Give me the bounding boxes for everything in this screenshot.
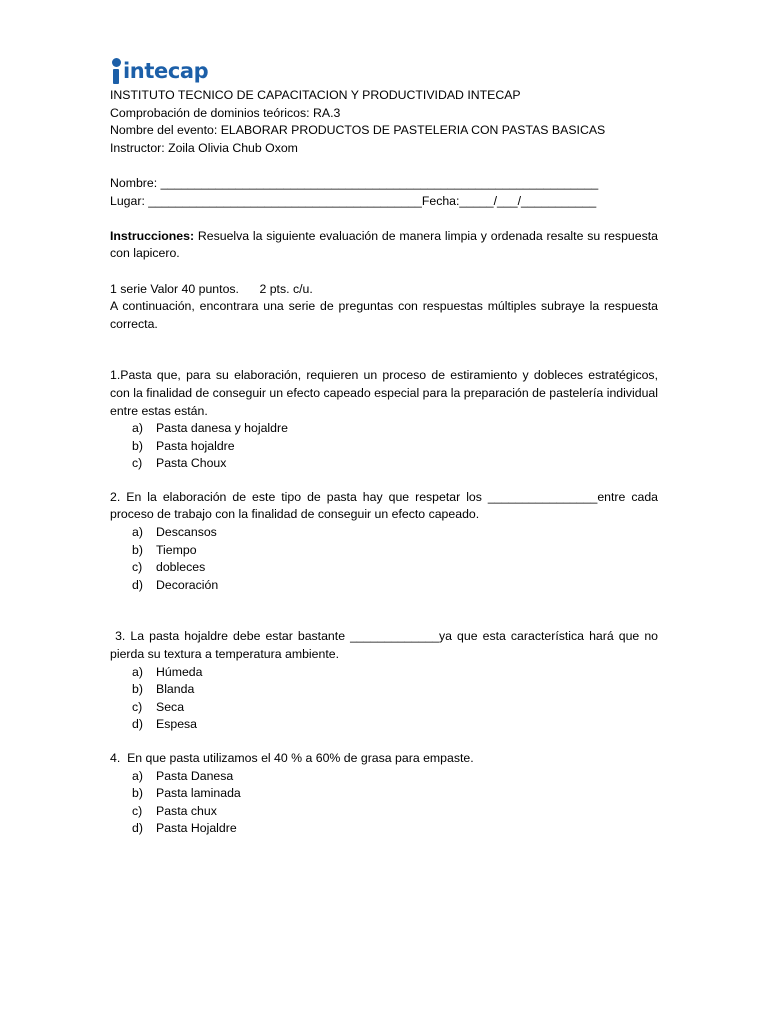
option-text: Pasta Danesa xyxy=(156,768,234,783)
question-text: 2. En la elaboración de este tipo de pasta hay que respetar los ________________entre cada proceso de trabajo con la finalidad de conseguir un efecto capeado. xyxy=(110,489,658,522)
institute-name: INSTITUTO TECNICO DE CAPACITACION Y PRODUCTIVIDAD INTECAP xyxy=(110,88,521,102)
logo-text: intecap xyxy=(123,59,209,83)
option-text: Blanda xyxy=(156,682,195,697)
question-2 xyxy=(110,489,658,595)
option-letter: d) xyxy=(132,717,143,732)
options-list xyxy=(110,420,658,473)
option-a[interactable] xyxy=(110,664,658,682)
option-c[interactable] xyxy=(110,559,658,577)
option-b[interactable] xyxy=(110,785,658,803)
option-text: Pasta Hojaldre xyxy=(156,821,237,836)
option-b[interactable] xyxy=(110,542,658,560)
options-list xyxy=(110,768,658,838)
question-text: 1.Pasta que, para su elaboración, requieren un proceso de estiramiento y dobleces estratégicos, con la finalidad de conseguir un efecto capeado especial para la preparación de pastelería individual entre estas están. xyxy=(110,368,658,418)
option-text: Pasta laminada xyxy=(156,786,241,801)
option-letter: b) xyxy=(132,786,143,801)
option-c[interactable] xyxy=(110,803,658,821)
question-1 xyxy=(110,367,658,473)
option-text: dobleces xyxy=(156,560,206,575)
option-b[interactable] xyxy=(110,438,658,456)
option-text: Húmeda xyxy=(156,664,203,679)
series-block xyxy=(110,281,658,334)
option-letter: a) xyxy=(132,664,143,679)
option-letter: c) xyxy=(132,456,143,471)
option-a[interactable] xyxy=(110,420,658,438)
question-text: 4. En que pasta utilizamos el 40 % a 60% de grasa para empaste. xyxy=(110,751,474,765)
option-letter: c) xyxy=(132,803,143,818)
option-d[interactable] xyxy=(110,820,658,838)
option-letter: c) xyxy=(132,560,143,575)
option-text: Decoración xyxy=(156,577,219,592)
option-text: Descansos xyxy=(156,525,217,540)
instructions-label: Instrucciones: xyxy=(110,228,195,243)
series-description: A continuación, encontrara una serie de preguntas con respuestas múltiples subraye la respuesta correcta. xyxy=(110,299,658,331)
instructor-name: Instructor: Zoila Olivia Chub Oxom xyxy=(110,140,298,155)
instructions xyxy=(110,228,658,263)
option-a[interactable] xyxy=(110,524,658,542)
option-text: Seca xyxy=(156,699,185,714)
option-text: Pasta hojaldre xyxy=(156,438,235,453)
option-a[interactable] xyxy=(110,768,658,786)
option-c[interactable] xyxy=(110,455,658,473)
option-text: Pasta Choux xyxy=(156,456,227,471)
option-letter: d) xyxy=(132,821,143,836)
student-fields xyxy=(110,175,658,210)
option-c[interactable] xyxy=(110,699,658,717)
question-text: 3. La pasta hojaldre debe estar bastante _____________ya que esta característica hará que no pierda su textura a temperatura ambiente. xyxy=(110,629,662,662)
header-block xyxy=(110,87,658,157)
lugar-fecha-field: Lugar: ________________________________________Fecha:_____/___/___________ xyxy=(110,193,597,208)
exam-subtitle: Comprobación de dominios teóricos: RA.3 xyxy=(110,105,341,120)
option-letter: d) xyxy=(132,577,143,592)
option-letter: b) xyxy=(132,682,143,697)
event-name: Nombre del evento: ELABORAR PRODUCTOS DE PASTELERIA CON PASTAS BASICAS xyxy=(110,123,606,138)
option-text: Pasta chux xyxy=(156,803,217,818)
options-list xyxy=(110,664,658,734)
option-letter: a) xyxy=(132,525,143,540)
option-text: Tiempo xyxy=(156,542,197,557)
exam-page xyxy=(110,48,662,838)
option-d[interactable] xyxy=(110,577,658,595)
option-letter: b) xyxy=(132,438,143,453)
option-letter: a) xyxy=(132,768,143,783)
nombre-field: Nombre: ________________________________________________________________ xyxy=(110,175,599,190)
person-icon xyxy=(111,58,122,84)
instructions-text: Resuelva la siguiente evaluación de manera limpia y ordenada resalte su respuesta con lapicero. xyxy=(110,228,658,261)
options-list xyxy=(110,524,658,594)
option-text: Pasta danesa y hojaldre xyxy=(156,421,288,436)
option-letter: c) xyxy=(132,699,143,714)
option-letter: b) xyxy=(132,542,143,557)
series-value: 1 serie Valor 40 puntos. 2 pts. c/u. xyxy=(110,281,313,296)
intecap-logo xyxy=(111,48,658,84)
option-d[interactable] xyxy=(110,716,658,734)
question-4 xyxy=(110,750,658,838)
question-3 xyxy=(110,628,662,734)
option-b[interactable] xyxy=(110,681,658,699)
option-letter: a) xyxy=(132,421,143,436)
option-text: Espesa xyxy=(156,717,198,732)
